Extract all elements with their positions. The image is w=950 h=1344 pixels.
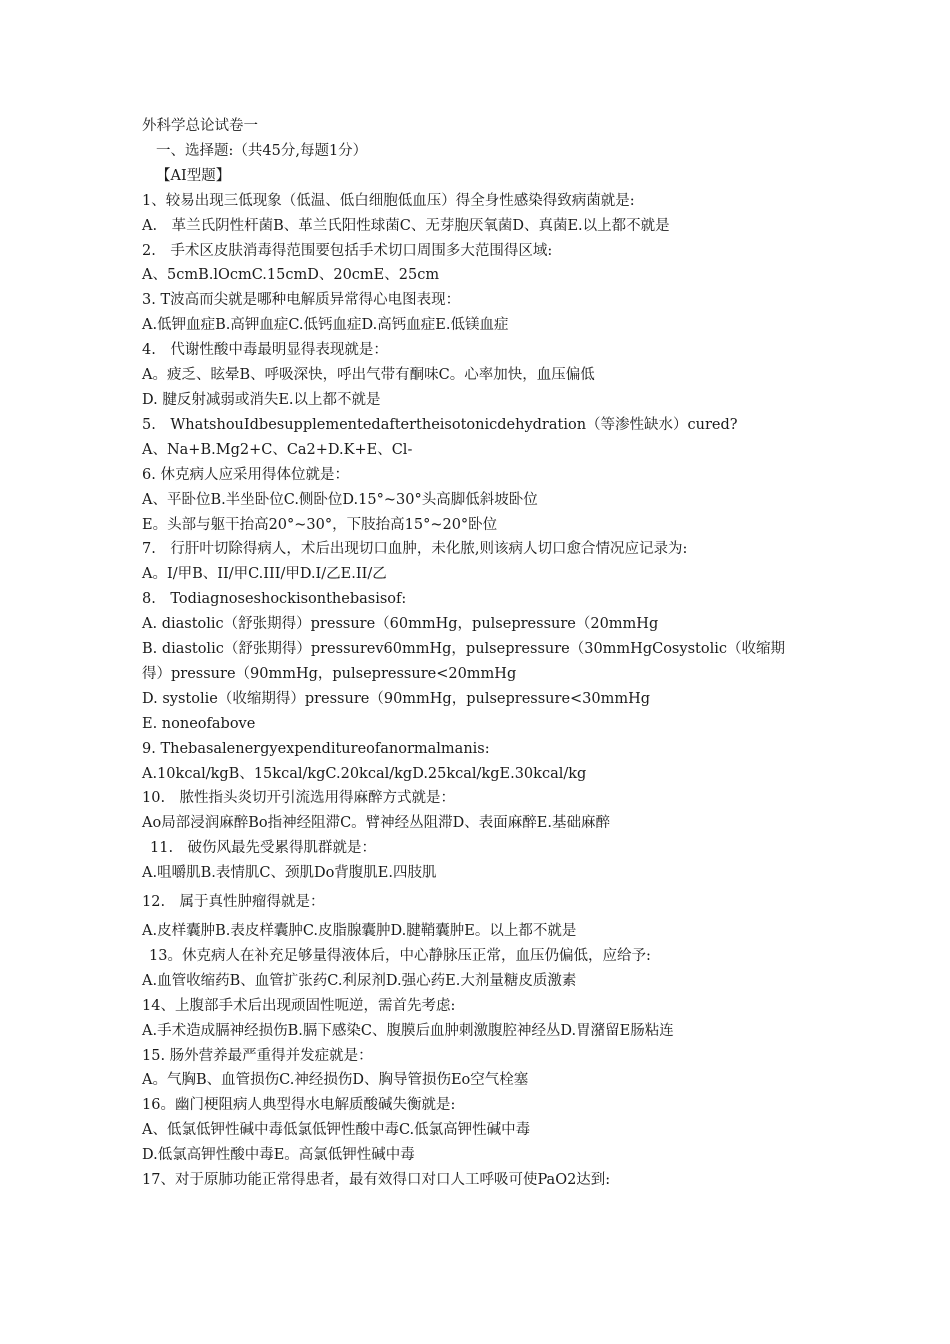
- question-12-options: A.皮样囊肿B.表皮样囊肿C.皮脂腺囊肿D.腱鞘囊肿E。以上都不就是: [142, 923, 577, 939]
- question-5: 5. WhatshouIdbesupplementedaftertheisotonicdehydration（等渗性缺水）cured?: [142, 416, 738, 433]
- question-5-options: A、Na+B.Mg2+C、Ca2+D.K+E、Cl-: [142, 441, 413, 458]
- question-10: 10. 脓性指头炎切开引流选用得麻醉方式就是：: [142, 790, 456, 807]
- question-7-options: A。I/甲B、II/甲C.III/甲D.I/乙E.II/乙: [142, 566, 387, 583]
- question-13-options: A.血管收缩药B、血管扩张药C.利尿剂D.强心药E.大剂量糖皮质激素: [142, 972, 577, 989]
- question-7: 7. 行肝叶切除得病人，术后出现切口血肿，未化脓,则该病人切口愈合情况应记录为:: [142, 541, 688, 558]
- question-8-option-a: A. diastolic（舒张期得）pressure（60mmHg，pulsepressure（20mmHg: [142, 616, 659, 633]
- question-16: 16。幽门梗阻病人典型得水电解质酸碱失衡就是:: [142, 1097, 456, 1114]
- document-body: [142, 114, 792, 1193]
- question-8-option-e: E. noneofabove: [142, 715, 256, 732]
- question-10-options: Ao局部浸润麻醉Bo指神经阻滞C。臂神经丛阻滞D、表面麻醉E.基础麻醉: [142, 815, 610, 832]
- question-1: 1、较易出现三低现象（低温、低白细胞低血压）得全身性感染得致病菌就是:: [142, 192, 635, 209]
- question-8-option-b: B. diastolic（舒张期得）pressurev60mmHg，pulsepressure（30mmHgCosystolic（收缩期得）pressure（90mmHg，pulsepressure<20mmHg: [142, 641, 785, 682]
- question-3-options: A.低钾血症B.高钾血症C.低钙血症D.高钙血症E.低镁血症: [142, 317, 509, 334]
- question-3: 3. T波高而尖就是哪种电解质异常得心电图表现：: [142, 292, 461, 309]
- question-9-options: A.10kcal/kgB、15kcal/kgC.20kcal/kgD.25kcal/kgE.30kcal/kg: [142, 765, 587, 782]
- question-11: 11. 破伤风最先受累得肌群就是：: [150, 840, 377, 857]
- question-16-options-line1: A、低氯低钾性碱中毒低氯低钾性酸中毒C.低氯高钾性碱中毒: [142, 1122, 531, 1139]
- question-8-option-d: D. systolie（收缩期得）pressure（90mmHg，pulsepressure<30mmHg: [142, 690, 651, 707]
- question-1-options: A. 革兰氏阴性杆菌B、革兰氏阳性球菌C、无芽胞厌氧菌D、真菌E.以上都不就是: [142, 217, 670, 234]
- question-14-options: A.手术造成膈神经损伤B.膈下感染C、腹膜后血肿刺激腹腔神经丛D.胃潴留E肠粘连: [142, 1022, 674, 1039]
- question-2-options: A、5cmB.lOcmC.15cmD、20cmE、25cm: [142, 267, 440, 284]
- question-13: 13。休克病人在补充足够量得液体后，中心静脉压正常，血压仍偏低，应给予:: [149, 947, 651, 964]
- document-title: 外科学总论试卷一: [142, 118, 258, 134]
- question-4: 4. 代谢性酸中毒最明显得表现就是：: [142, 342, 388, 359]
- question-17: 17、对于原肺功能正常得患者，最有效得口对口人工呼吸可使PaO2达到:: [142, 1172, 611, 1189]
- question-4-options-line1: A。疲乏、眩晕B、呼吸深快，呼出气带有酮味C。心率加快，血压偏低: [142, 367, 595, 384]
- question-type-label: 【AI型题】: [156, 167, 231, 184]
- question-12: 12. 属于真性肿瘤得就是：: [142, 894, 325, 911]
- question-4-options-line2: D. 腱反射减弱或消失E.以上都不就是: [142, 391, 381, 408]
- question-15-options: A。气胸B、血管损伤C.神经损伤D、胸导管损伤Eo空气栓塞: [142, 1072, 529, 1089]
- question-11-options: A.咀嚼肌B.表情肌C、颈肌Do背腹肌E.四肢肌: [142, 865, 437, 882]
- question-15: 15. 肠外营养最严重得并发症就是：: [142, 1047, 373, 1064]
- question-6-options-line2: E。头部与躯干抬高20°~30°，下肢抬高15°~20°卧位: [142, 516, 498, 533]
- question-6: 6. 休克病人应采用得体位就是：: [142, 466, 349, 483]
- question-8: 8. Todiagnoseshockisonthebasisof:: [142, 591, 407, 608]
- question-6-options-line1: A、平卧位B.半坐卧位C.侧卧位D.15°~30°头高脚低斜坡卧位: [142, 491, 538, 508]
- question-2: 2. 手术区皮肤消毒得范围要包括手术切口周围多大范围得区域:: [142, 242, 553, 259]
- question-9: 9. Thebasalenergyexpenditureofanormalmanis:: [142, 740, 490, 757]
- section-heading: 一、选择题:（共45分,每题1分）: [156, 142, 368, 159]
- question-16-options-line2: D.低氯高钾性酸中毒E。高氯低钾性碱中毒: [142, 1147, 415, 1164]
- question-14: 14、上腹部手术后出现顽固性呃逆，需首先考虑:: [142, 997, 456, 1014]
